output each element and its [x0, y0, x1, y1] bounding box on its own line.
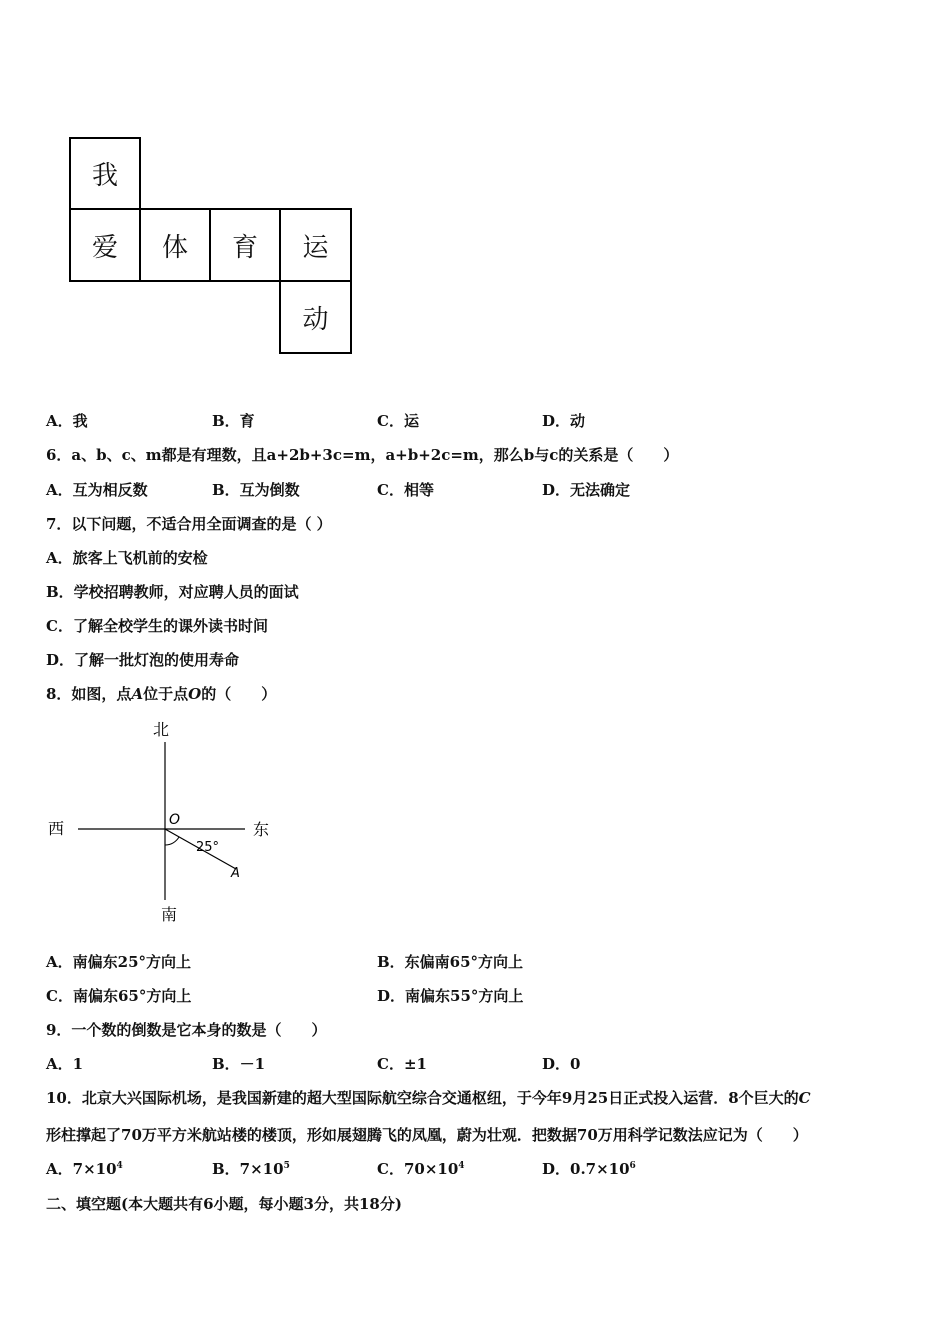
q8-option-b: B．东偏南65°方向上 [377, 953, 524, 971]
q10-option-a-label: A．7×10 [46, 1160, 117, 1178]
q10-option-b-exp: 5 [283, 1161, 290, 1171]
label-east: 东 [253, 820, 270, 839]
net-cell-text: 运 [302, 232, 329, 263]
q6-option-d: D．无法确定 [542, 481, 631, 499]
q9-option-d: D．0 [542, 1055, 581, 1073]
net-cell-text: 我 [91, 161, 118, 191]
q8-point-o: O [188, 685, 202, 703]
q10-option-a [46, 1158, 123, 1179]
q10-line1-c: C [798, 1089, 811, 1107]
net-cell-text: 体 [161, 232, 188, 263]
q8-stem [46, 683, 276, 704]
q6-option-a: A．互为相反数 [46, 481, 148, 499]
label-north: 北 [153, 720, 170, 739]
q5-option-c: C．运 [377, 412, 419, 430]
net-cell [279, 280, 352, 354]
q10-option-c [377, 1158, 465, 1179]
q5-option-d: D．动 [542, 412, 586, 430]
q9-option-a: A．1 [46, 1055, 84, 1073]
q8-stem-post: 的（ ） [201, 685, 277, 703]
label-origin: O [169, 812, 181, 828]
label-angle: 25° [196, 840, 220, 855]
q9-stem: 9．一个数的倒数是它本身的数是（ ） [46, 1021, 327, 1039]
q10-option-d-label: D．0.7×10 [542, 1160, 630, 1178]
q10-line1-text: 10．北京大兴国际机场，是我国新建的超大型国际航空综合交通枢纽，于今年9月25日正式投入运营．8个巨大的 [46, 1089, 799, 1107]
q6-option-b: B．互为倒数 [212, 481, 300, 499]
q7-option-b: B．学校招聘教师，对应聘人员的面试 [46, 583, 299, 601]
q10-stem-line1 [46, 1087, 811, 1108]
q7-option-c: C．了解全校学生的课外读书时间 [46, 617, 268, 635]
q7-option-a: A．旅客上飞机前的安检 [46, 549, 208, 567]
section-2-heading: 二、填空题(本大题共有6小题，每小题3分，共18分) [46, 1195, 402, 1213]
q10-option-c-label: C．70×10 [377, 1160, 459, 1178]
angle-arc [165, 837, 179, 845]
q8-option-d: D．南偏东55°方向上 [377, 987, 524, 1005]
q5-option-b: B．育 [212, 412, 255, 430]
net-cell [139, 208, 211, 282]
q10-option-c-exp: 4 [458, 1161, 465, 1171]
label-south: 南 [161, 905, 178, 924]
q8-option-a: A．南偏东25°方向上 [46, 953, 192, 971]
q10-option-d-exp: 6 [629, 1161, 636, 1171]
q10-option-a-exp: 4 [116, 1161, 123, 1171]
net-cell-text: 动 [302, 304, 329, 335]
q10-option-b-label: B．7×10 [212, 1160, 284, 1178]
net-cell [279, 208, 352, 282]
q5-option-a: A．我 [46, 412, 88, 430]
q7-option-d: D．了解一批灯泡的使用寿命 [46, 651, 240, 669]
q7-stem: 7．以下问题，不适合用全面调查的是（ ） [46, 515, 332, 533]
q8-stem-mid: 位于点 [143, 685, 189, 703]
label-west: 西 [48, 819, 65, 838]
label-point-a: A [231, 866, 240, 881]
net-cell-text: 爱 [91, 232, 118, 263]
q9-option-b: B．－1 [212, 1055, 266, 1073]
q6-stem: 6．a、b、c、m都是有理数，且a+2b+3c=m，a+b+2c=m，那么b与c的关系是（ ） [46, 446, 679, 464]
q6-option-c: C．相等 [377, 481, 434, 499]
q10-option-b [212, 1158, 290, 1179]
q8-point-a: A [131, 685, 144, 703]
q10-stem-line2: 形柱撑起了70万平方米航站楼的楼顶，形如展翅腾飞的凤凰，蔚为壮观．把数据70万用科学记数法应记为（ ） [46, 1126, 808, 1144]
q8-option-c: C．南偏东65°方向上 [46, 987, 192, 1005]
net-cell [69, 137, 141, 210]
net-cell-text: 育 [231, 232, 258, 263]
q10-option-d [542, 1158, 636, 1179]
net-cell [209, 208, 281, 282]
compass-diagram [40, 712, 290, 927]
net-cell [69, 208, 141, 282]
q8-stem-pre: 8．如图，点 [46, 685, 132, 703]
q9-option-c: C．±1 [377, 1055, 427, 1073]
